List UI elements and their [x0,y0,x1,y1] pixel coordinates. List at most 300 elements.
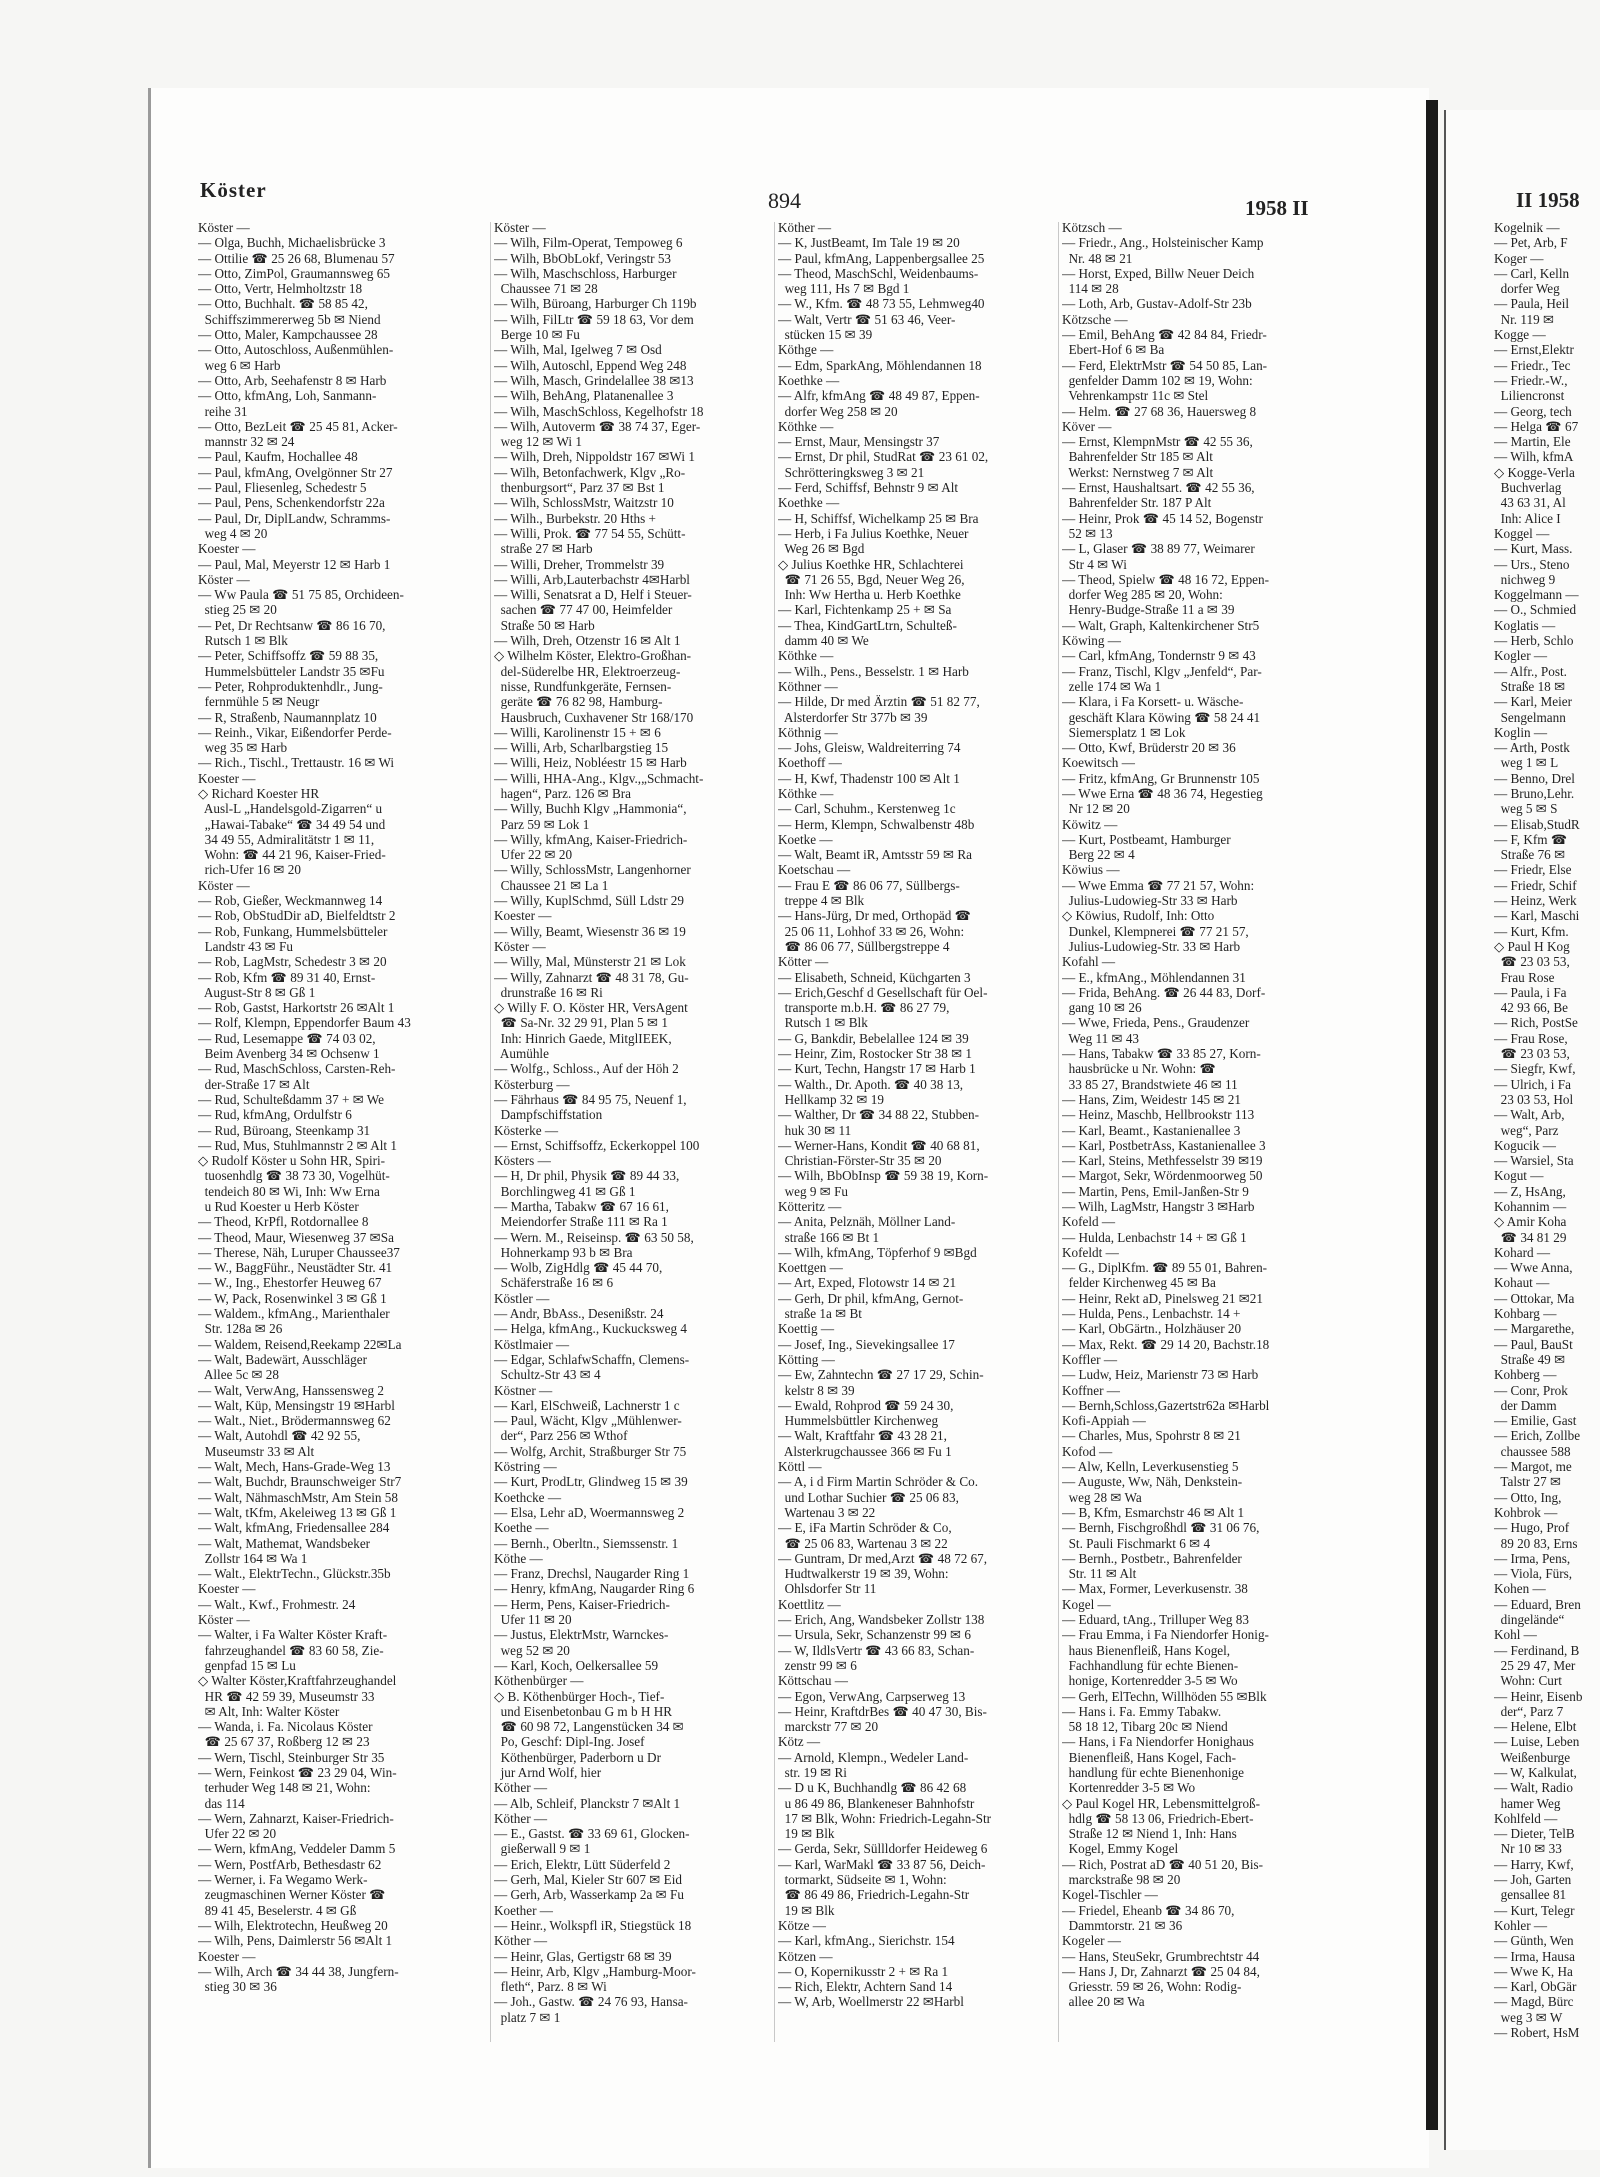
directory-entry-line: — Hans, Zim, Weidestr 145 ✉ 21 [1062,1091,1241,1107]
directory-entry-line: — Wolb, ZigHdlg ☎ 45 44 70, [494,1260,663,1276]
directory-entry-line: — H, Kwf, Thadenstr 100 ✉ Alt 1 [778,770,960,786]
directory-entry-line: — Rud, Lesemappe ☎ 74 03 02, [198,1030,376,1046]
directory-entry-line: — Werner-Hans, Kondit ☎ 40 68 81, [778,1137,980,1153]
directory-entry-line: — Wilh, Autoschl, Eppend Weg 248 [494,357,687,373]
directory-entry-line: — Erich, Ang, Wandsbeker Zollstr 138 [778,1612,985,1628]
directory-entry-line: — Rich, Elektr, Achtern Sand 14 [778,1979,953,1995]
directory-entry-line: — Martha, Tabakw ☎ 67 16 61, [494,1199,669,1214]
directory-entry-line: — Willi, HHA-Ang., Klgv.,„Schmacht- [494,770,704,786]
directory-entry-line: der“, Parz 7 [1494,1703,1564,1719]
directory-entry-line: Kohlfeld — [1494,1810,1558,1826]
directory-entry-line: — Bernh,Schloss,Gazertstr62a ✉Harbl [1062,1397,1270,1413]
directory-entry-line: Kötz — [778,1734,821,1750]
directory-entry-line: — Rud, MaschSchloss, Carsten-Reh- [198,1061,396,1077]
directory-entry-line: — Wilh, SchlossMstr, Waitzstr 10 [494,495,674,511]
directory-entry-line: — Paul, kfmAng, Ovelgönner Str 27 [198,464,393,480]
directory-entry-line: 52 ✉ 13 [1062,525,1113,541]
directory-entry-line: — Karl, WarMakl ☎ 33 87 56, Deich- [778,1856,986,1872]
directory-entry-line: — Friedr, Schif [1494,877,1577,893]
directory-entry-line: terhuder Weg 148 ✉ 21, Wohn: [198,1780,371,1796]
directory-entry-line: — Eduard, Bren [1494,1596,1581,1612]
directory-entry-line: straße 1a ✉ Bt [778,1306,862,1322]
directory-entry-line: ◇ Wilhelm Köster, Elektro-Großhan- [494,648,692,664]
directory-entry-line: — Rob, ObStudDir aD, Bielfeldtstr 2 [198,908,396,924]
directory-entry-line: — W, Pack, Rosenwinkel 3 ✉ Gß 1 [198,1290,387,1306]
directory-entry-line: Weißenburge [1494,1749,1571,1765]
directory-entry-line: — Karl, Meier [1494,694,1572,710]
directory-entry-line: Köther — [778,220,832,235]
directory-entry-line: — Gerh, Dr phil, kfmAng, Gernot- [778,1290,964,1306]
directory-entry-line: Koettlitz — [778,1596,841,1612]
directory-entry-line: — Walt, Beamt iR, Amtsstr 59 ✉ Ra [778,847,972,863]
directory-entry-line: dorfer Weg [1494,281,1560,297]
directory-entry-line: Koggelmann — [1494,587,1579,603]
directory-entry-line: ☎ 34 81 29 [1494,1229,1567,1245]
directory-entry-line: — Hans, SteuSekr, Grumbrechtstr 44 [1062,1948,1260,1964]
directory-entry-line: Köttschau — [778,1673,848,1689]
directory-entry-line: — Rud, kfmAng, Ordulfstr 6 [198,1107,352,1123]
directory-entry-line: — Carl, Kelln [1494,265,1570,281]
directory-entry-line: — Karl, ObGärtn., Holzhäuser 20 [1062,1321,1242,1337]
directory-entry-line: 89 20 83, Erns [1494,1535,1578,1551]
directory-entry-line: — Paul, Wächt, Klgv „Mühlenwer- [494,1413,682,1429]
directory-entry-line: — Friedel, Eheanb ☎ 34 86 70, [1062,1902,1235,1918]
directory-entry-line: — Paul, BauSt [1494,1336,1573,1352]
directory-entry-line: — Walt, Kraftfahr ☎ 43 28 21, [778,1428,947,1444]
directory-entry-line: ☎ 25 06 83, Wartenau 3 ✉ 22 [778,1535,948,1551]
directory-entry-line: — Margot, me [1494,1459,1572,1475]
directory-entry-line: Köther — [494,1780,548,1796]
directory-entry-line: — Helm. ☎ 27 68 36, Hauersweg 8 [1062,403,1257,419]
directory-entry-line: Siemersplatz 1 ✉ Lok [1062,724,1186,740]
directory-entry-line: — Ernst, Dr phil, StudRat ☎ 23 61 02, [778,449,989,465]
directory-entry-line: — Friedr.-W., [1494,372,1568,388]
directory-entry-line: Kofi-Appiah — [1062,1413,1146,1429]
directory-entry-line: — Ulrich, i Fa [1494,1076,1571,1092]
directory-entry-line: — Karl, Steins, Methfesselstr 39 ✉19 [1062,1153,1263,1169]
directory-entry-line: 43 63 31, Al [1494,495,1566,511]
directory-entry-line: Köthke — [778,785,834,801]
directory-entry-line: — Karl, Fichtenkamp 25 + ✉ Sa [778,602,952,618]
directory-entry-line: weg 6 ✉ Harb [198,357,281,373]
directory-entry-line: Alsterdorfer Str 377b ✉ 39 [778,709,928,725]
directory-entry-line: — Magd, Bürc [1494,1994,1574,2010]
directory-entry-line: transporte m.b.H. ☎ 86 27 79, [778,1000,950,1016]
directory-entry-line: dingelände“ [1494,1612,1565,1628]
directory-entry-line: — H, Schiffsf, Wichelkamp 25 ✉ Bra [778,510,979,526]
directory-entry-line: — Wilh, BbObInsp ☎ 59 38 19, Korn- [778,1168,989,1184]
directory-entry-line: zenstr 99 ✉ 6 [778,1657,857,1673]
directory-entry-line: — Herm, Pens, Kaiser-Friedrich- [494,1596,670,1612]
directory-entry-line: — Waldem, Reisend,Reekamp 22✉La [198,1336,402,1352]
directory-entry-line: Straße 12 ✉ Niend 1, Inh: Hans [1062,1826,1237,1842]
directory-entry-line: Kogeler — [1062,1933,1121,1949]
directory-entry-line: Julius-Ludowieg-Str 33 ✉ Harb [1062,893,1238,909]
directory-entry-line: Koethcke — [494,1489,562,1505]
directory-entry-line: — Andr, BbAss., Desenißstr. 24 [494,1306,664,1322]
directory-entry-line: — Paul, Fliesenleg, Schedestr 5 [198,480,367,496]
directory-entry-line: Koffler — [1062,1351,1118,1367]
directory-entry-line: Schrötteringksweg 3 ✉ 21 [778,464,925,480]
directory-entry-line: Koethke — [778,495,840,511]
directory-entry-line: — Edm, SparkAng, Möhlendannen 18 [778,357,982,373]
directory-entry-line: Kösters — [494,1153,551,1169]
directory-entry-line: — K, JustBeamt, Im Tale 19 ✉ 20 [778,235,960,251]
directory-entry-line: Kogler — [1494,648,1548,664]
directory-entry-line: — Max, Rekt. ☎ 29 14 20, Bachstr.18 [1062,1336,1270,1352]
directory-entry-line: — Ernst, KlempnMstr ☎ 42 55 36, [1062,434,1253,450]
directory-entry-line: handlung für echte Bienenhonige [1062,1764,1245,1780]
directory-entry-line: — W, Kalkulat, [1494,1764,1577,1780]
directory-entry-line: Kösterburg — [494,1076,570,1092]
directory-entry-line: — O, Kopernikusstr 2 + ✉ Ra 1 [778,1963,949,1979]
directory-entry-line: — Luise, Leben [1494,1734,1580,1750]
directory-entry-line: Landstr 43 ✉ Fu [198,938,293,954]
directory-entry-line: — Kurt, ProdLtr, Glindweg 15 ✉ 39 [494,1474,688,1490]
directory-entry-line: — Josef, Ing., Sievekingsallee 17 [778,1336,955,1352]
directory-entry-line: — Otto, ZimPol, Graumannsweg 65 [198,265,390,281]
directory-entry-line: — Ottilie ☎ 25 26 68, Blumenau 57 [198,250,395,266]
directory-entry-line: weg“, Parz [1494,1122,1559,1138]
directory-entry-line: — Wwe Erna ☎ 48 36 74, Hegestieg [1062,785,1263,801]
directory-entry-line: — D u K, Buchhandlg ☎ 86 42 68 [778,1780,967,1796]
directory-entry-line: — Arnold, Klempn., Wedeler Land- [778,1749,969,1765]
directory-entry-line: Bahrenfelder Str. 187 P Alt [1062,495,1212,511]
directory-entry-line: Dampfschiffstation [494,1107,603,1123]
directory-entry-line: Kohard — [1494,1244,1551,1260]
directory-entry-line: weg 28 ✉ Wa [1062,1489,1142,1505]
directory-entry-line: Kofahl — [1062,954,1116,970]
directory-entry-line: — Karl, Maschi [1494,908,1580,924]
directory-entry-line: — Frida, BehAng. ☎ 26 44 83, Dorf- [1062,984,1266,1000]
directory-entry-line: Koglin — [1494,724,1548,740]
directory-entry-line: — Otto, Maler, Kampchaussee 28 [198,327,378,343]
directory-entry-line: — Heinr, Arb, Klgv „Hamburg-Moor- [494,1963,696,1979]
directory-entry-line: Kötzsch — [1062,220,1122,235]
directory-entry-line: — Max, Former, Leverkusenstr. 38 [1062,1581,1248,1597]
directory-entry-line: — Henry, kfmAng, Naugarder Ring 6 [494,1581,695,1597]
directory-entry-line: — Harry, Kwf, [1494,1856,1574,1872]
directory-entry-line: weg 5 ✉ S [1494,801,1558,817]
directory-entry-line: — Paul, kfmAng, Lappenbergsallee 25 [778,250,985,266]
directory-entry-line: — Wilh, Büroang, Harburger Ch 119b [494,296,697,312]
directory-entry-line: Nr 10 ✉ 33 [1494,1841,1562,1857]
directory-column-1 [198,220,490,2050]
directory-entry-line: Weg 11 ✉ 43 [1062,1030,1140,1046]
directory-entry-line: Fachhandlung für echte Bienen- [1062,1657,1239,1673]
directory-entry-line: Werkst: Nernstweg 7 ✉ Alt [1062,464,1214,480]
directory-entry-line: — Kurt, Postbeamt, Hamburger [1062,831,1231,847]
directory-entry-line: weg 9 ✉ Fu [778,1183,849,1199]
directory-entry-line: — Hans, i Fa Niendorfer Honighaus [1062,1734,1254,1750]
directory-entry-line: Ufer 11 ✉ 20 [494,1612,572,1628]
directory-entry-line: — Ferd, ElektrMstr ☎ 54 50 85, Lan- [1062,357,1268,373]
directory-entry-line: — Walt, Vertr ☎ 51 63 46, Veer- [778,311,956,327]
directory-entry-line: — E, iFa Martin Schröder & Co, [778,1520,952,1536]
directory-entry-line: — Heinr, Rekt aD, Pinelsweg 21 ✉21 [1062,1290,1263,1306]
directory-entry-line: — Walt, Radio [1494,1780,1573,1796]
directory-entry-line: nichweg 9 [1494,571,1556,587]
directory-entry-line: ◇ Paul H Kog [1494,938,1570,954]
directory-entry-line: — Walt, Mech, Hans-Grade-Weg 13 [198,1459,391,1475]
directory-entry-line: — Wilh, BehAng, Platanenallee 3 [494,388,674,404]
directory-entry-line: ◇ Julius Koethke HR, Schlachterei [778,556,964,572]
directory-entry-line: — Bruno,Lehr. [1494,785,1575,801]
directory-entry-line: Kohbrok — [1494,1504,1558,1520]
directory-entry-line: Kogel, Emmy Kogel [1062,1841,1179,1857]
directory-entry-line: Allee 5c ✉ 28 [198,1367,279,1383]
directory-entry-line: — Robert, HsM [1494,2025,1580,2041]
directory-entry-line: — Ernst, Haushaltsart. ☎ 42 55 36, [1062,480,1255,496]
directory-entry-line: Dunkel, Klempnerei ☎ 77 21 57, [1062,923,1249,939]
directory-entry-line: Köthner — [778,678,838,694]
directory-entry-line: — Rob, Kfm ☎ 89 31 40, Ernst- [198,969,376,985]
directory-entry-line: — Margarethe, [1494,1321,1575,1337]
directory-entry-line: — Wern, Tischl, Steinburger Str 35 [198,1749,385,1765]
directory-entry-line: ◇ B. Köthenbürger Hoch-, Tief- [494,1688,665,1704]
directory-entry-line: ✉ Alt, Inh: Walter Köster [198,1703,340,1719]
directory-entry-line: — Otto, Ing, [1494,1489,1562,1505]
directory-entry-line: — Conr, Prok [1494,1382,1568,1398]
directory-entry-line: sachen ☎ 77 47 00, Heimfelder [494,602,673,618]
directory-entry-line: — Wilh, Betonfachwerk, Klgv „Ro- [494,464,686,480]
directory-entry-line: Koger — [1494,250,1544,266]
directory-entry-line: der“, Parz 256 ✉ Wthof [494,1428,628,1444]
directory-entry-line: straße 27 ✉ Harb [494,541,593,557]
directory-entry-line: Beim Avenberg 34 ✉ Ochsenw 1 [198,1046,380,1062]
directory-entry-line: hausbrücke u Nr. Wohn: ☎ [1062,1061,1216,1077]
directory-entry-line: Koethoff — [778,755,842,771]
directory-entry-line: Köstring — [494,1459,557,1475]
directory-entry-line: Schultz-Str 43 ✉ 4 [494,1367,601,1383]
directory-entry-line: Kogel — [1062,1596,1111,1612]
directory-entry-line: — Rob, Funkang, Hummelsbütteler [198,923,388,939]
directory-entry-line: — Alb, Schleif, Planckstr 7 ✉Alt 1 [494,1795,681,1811]
directory-entry-line: Köther — [494,1933,548,1949]
directory-entry-line: — Walt, Buchdr, Braunschweiger Str7 [198,1474,402,1490]
directory-entry-line: — Paula, i Fa [1494,984,1567,1000]
directory-entry-line: Po, Geschf: Dipl-Ing. Josef [494,1734,645,1750]
directory-entry-line: — Ernst, Schiffsoffz, Eckerkoppel 100 [494,1137,700,1153]
directory-entry-line: — Rud, Schulteßdamm 37 + ✉ We [198,1091,385,1107]
directory-entry-line: 23 03 53, Hol [1494,1091,1574,1107]
directory-entry-line: der Damm [1494,1397,1557,1413]
directory-entry-line: Liliencronst [1494,388,1565,404]
directory-entry-line: Christian-Förster-Str 35 ✉ 20 [778,1153,942,1169]
directory-entry-line: Koggel — [1494,525,1550,541]
directory-entry-line: — Herb, Schlo [1494,633,1574,649]
directory-entry-line: — Elisabeth, Schneid, Küchgarten 3 [778,969,971,985]
directory-entry-line: — Viola, Fürs, [1494,1566,1573,1582]
directory-entry-line: Köster — [198,571,250,587]
directory-entry-line: drunstraße 16 ✉ Ri [494,984,603,1000]
directory-entry-line: — Dieter, TelB [1494,1826,1575,1842]
directory-entry-line: Hausbruch, Cuxhavener Str 168/170 [494,709,694,725]
directory-entry-line: ☎ 86 06 77, Süllbergstreppe 4 [778,938,950,954]
directory-entry-line: — Karl, ObGär [1494,1979,1577,1995]
directory-entry-line: — Theod, Spielw ☎ 48 16 72, Eppen- [1062,571,1270,587]
directory-entry-line: — Fährhaus ☎ 84 95 75, Neuenf 1, [494,1091,687,1107]
directory-entry-line: treppe 4 ✉ Blk [778,893,865,909]
directory-entry-line: Kötting — [778,1351,835,1367]
directory-entry-line: — Karl, Koch, Oelkersallee 59 [494,1657,659,1673]
directory-entry-line: Museumstr 33 ✉ Alt [198,1443,315,1459]
directory-entry-line: — Hans J, Dr, Zahnarzt ☎ 25 04 84, [1062,1963,1260,1979]
directory-entry-line: Kohannim — [1494,1199,1567,1214]
directory-entry-line: — Willi, Arb, Scharlbargstieg 15 [494,740,669,756]
directory-entry-line: Rutsch 1 ✉ Blk [198,633,288,649]
directory-entry-line: das 114 [198,1795,245,1811]
directory-entry-line: ◇ Amir Koha [1494,1214,1567,1230]
directory-entry-line: ◇ Rudolf Köster u Sohn HR, Spiri- [198,1153,386,1169]
directory-entry-line: Kohbarg — [1494,1306,1557,1322]
directory-column-4 [1062,220,1380,2050]
directory-entry-line: — Wilh, Dreh, Otzenstr 16 ✉ Alt 1 [494,633,681,649]
directory-entry-line: Sengelmann [1494,709,1566,725]
directory-entry-line: 25 06 11, Lohhof 33 ✉ 26, Wohn: [778,923,965,939]
directory-entry-line: — Joh, Garten [1494,1872,1572,1888]
directory-entry-line: — H, Dr phil, Physik ☎ 89 44 33, [494,1168,680,1184]
directory-entry-line: — Wern, kfmAng, Veddeler Damm 5 [198,1841,396,1857]
directory-entry-line: — Urs., Steno [1494,556,1570,572]
directory-entry-line: Hudtwalkerstr 19 ✉ 39, Wohn: [778,1566,949,1582]
directory-entry-line: — Rich., Tischl., Trettaustr. 16 ✉ Wi [198,755,395,771]
directory-entry-line: — Carl, kfmAng, Tondernstr 9 ✉ 43 [1062,648,1256,664]
directory-entry-line: Kösterke — [494,1122,559,1138]
directory-entry-line: — Wwe Anna, [1494,1260,1573,1276]
directory-entry-line: — Kurt, Techn, Hangstr 17 ✉ Harb 1 [778,1061,976,1077]
directory-entry-line: — Otto, Arb, Seehafenstr 8 ✉ Harb [198,372,387,388]
directory-entry-line: ☎ 71 26 55, Bgd, Neuer Weg 26, [778,571,965,587]
directory-entry-line: — Theod, KrPfl, Rotdornallee 8 [198,1214,369,1230]
directory-entry-line: — Willy, SchlossMstr, Langenhorner [494,862,691,878]
directory-entry-line: — Wilh, FilLtr ☎ 59 18 63, Vor dem [494,311,694,327]
directory-entry-line: — Alfr., Post. [1494,663,1567,679]
directory-entry-line: ◇ Willy F. O. Köster HR, VersAgent [494,1000,688,1016]
directory-entry-line: St. Pauli Fischmarkt 6 ✉ 4 [1062,1535,1211,1551]
directory-entry-line: — W, Arb, Woellmerstr 22 ✉Harbl [778,1994,964,2010]
directory-entry-line: Talstr 27 ✉ [1494,1474,1562,1490]
directory-entry-line: gensallee 81 [1494,1887,1567,1903]
directory-entry-line: — Therese, Näh, Luruper Chaussee37 [198,1244,400,1260]
directory-entry-line: — Hulda, Lenbachstr 14 + ✉ Gß 1 [1062,1229,1247,1245]
directory-entry-line: Bahrenfelder Str 185 ✉ Alt [1062,449,1213,465]
directory-entry-line: — Emil, BehAng ☎ 42 84 84, Friedr- [1062,327,1267,343]
directory-entry-line: — Walt., Niet., Brödermannsweg 62 [198,1413,391,1429]
directory-entry-line: — Kurt, Telegr [1494,1902,1575,1918]
directory-entry-line: — Wern, Zahnarzt, Kaiser-Friedrich- [198,1810,394,1826]
directory-entry-line: weg 111, Hs 7 ✉ Bgd 1 [778,281,910,297]
directory-entry-line: Nr. 119 ✉ [1494,311,1555,327]
directory-entry-line: — G, Bankdir, Bebelallee 124 ✉ 39 [778,1030,969,1046]
directory-entry-line: str. 19 ✉ Ri [778,1764,847,1780]
directory-entry-line: Kogel-Tischler — [1062,1887,1158,1903]
directory-entry-line: — Pet, Arb, F [1494,235,1568,251]
directory-entry-line: fahrzeughandel ☎ 83 60 58, Zie- [198,1642,384,1658]
directory-entry-line: — Willi, Senatsrat a D, Helf i Steuer- [494,587,692,603]
directory-entry-line: Köwing — [1062,633,1121,649]
directory-entry-line: — Ww Paula ☎ 51 75 85, Orchideen- [198,587,404,603]
directory-entry-line: Str. 11 ✉ Alt [1062,1566,1137,1582]
directory-entry-line: Bienenfleiß, Hans Kogel, Fach- [1062,1749,1236,1765]
directory-entry-line: chaussee 588 [1494,1443,1571,1459]
page-number: 894 [768,188,801,213]
directory-entry-line: 89 41 45, Beselerstr. 4 ✉ Gß [198,1902,357,1918]
directory-entry-line: tuosenhdlg ☎ 38 73 30, Vogelhüt- [198,1168,390,1184]
directory-entry-line: nisse, Rundfunkgeräte, Fernsen- [494,678,672,694]
directory-entry-line: ☎ 25 67 37, Roßberg 12 ✉ 23 [198,1734,370,1750]
directory-entry-line: — Kurt, Mass. [1494,541,1573,557]
directory-entry-line: Kötteritz — [778,1199,842,1214]
directory-entry-line: — Willi, Arb,Lauterbachstr 4✉Harbl [494,571,690,587]
directory-entry-line: — Anita, Pelznäh, Möllner Land- [778,1214,956,1230]
directory-entry-line: — Kurt, Kfm. [1494,923,1569,939]
directory-entry-line: zelle 174 ✉ Wa 1 [1062,678,1162,694]
directory-entry-line: — Erich, Elektr, Lütt Süderfeld 2 [494,1856,671,1872]
directory-entry-line: straße 166 ✉ Bt 1 [778,1229,880,1245]
directory-entry-line: — Karl, kfmAng., Sierichstr. 154 [778,1933,955,1949]
directory-entry-line: — Hugo, Prof [1494,1520,1570,1536]
directory-entry-line: — Hans-Jürg, Dr med, Orthopäd ☎ [778,908,972,924]
directory-entry-line: — Otto, Vertr, Helmholtzstr 18 [198,281,363,297]
directory-entry-line: — Rud, Büroang, Steenkamp 31 [198,1122,371,1138]
directory-entry-line: Meiendorfer Straße 111 ✉ Ra 1 [494,1214,668,1230]
directory-entry-line: 58 18 12, Tibarg 20c ✉ Niend [1062,1719,1228,1735]
directory-entry-line: rich-Ufer 16 ✉ 20 [198,862,301,878]
directory-entry-line: marckstr 77 ✉ 20 [778,1719,879,1735]
directory-entry-line: — Rolf, Klempn, Eppendorfer Baum 43 [198,1015,411,1031]
directory-entry-line: — Frau Emma, i Fa Niendorfer Honig- [1062,1627,1269,1643]
directory-entry-line: — Herb, i Fa Julius Koethke, Neuer [778,525,969,541]
directory-entry-line: — Hilde, Dr med Ärztin ☎ 51 82 77, [778,694,980,710]
directory-entry-line: geräte ☎ 76 82 98, Hamburg- [494,694,663,710]
directory-entry-line: Köstner — [494,1382,553,1398]
directory-entry-line: — Wilh, Elektrotechn, Heußweg 20 [198,1917,388,1933]
directory-entry-line: — Wilh, Maschschloss, Harburger [494,265,677,281]
directory-entry-line: weg 35 ✉ Harb [198,740,288,756]
directory-entry-line: — Franz, Tischl, Klgv „Jenfeld“, Par- [1062,663,1262,679]
directory-entry-line: — Joh., Gastw. ☎ 24 76 93, Hansa- [494,1994,688,2010]
directory-entry-line: „Hawai-Tabake“ ☎ 34 49 54 und [198,816,386,832]
directory-entry-line: felder Kirchenweg 45 ✉ Ba [1062,1275,1216,1291]
directory-entry-line: Köver — [1062,418,1112,434]
directory-entry-line: Kortenredder 3-5 ✉ Wo [1062,1780,1196,1796]
directory-entry-line: — Willy, kfmAng, Kaiser-Friedrich- [494,831,688,847]
directory-entry-line: — Willi, Karolinenstr 15 + ✉ 6 [494,724,661,740]
directory-entry-line: platz 7 ✉ 1 [494,2009,561,2025]
directory-entry-line: dorfer Weg 258 ✉ 20 [778,403,898,419]
directory-entry-line: 25 29 47, Mer [1494,1657,1576,1673]
directory-entry-line: Str. 128a ✉ 26 [198,1321,283,1337]
directory-entry-line: — Paul, Pens, Schenkendorfstr 22a [198,495,385,511]
directory-entry-line: — Auguste, Ww, Näh, Denkstein- [1062,1474,1243,1490]
directory-entry-line: Koetschau — [778,862,851,878]
directory-entry-line: Ufer 22 ✉ 20 [494,847,573,863]
directory-entry-line: honige, Kortenredder 3-5 ✉ Wo [1062,1673,1238,1689]
directory-entry-line: — Carl, Schuhm., Kerstenweg 1c [778,801,956,817]
directory-entry-line: damm 40 ✉ We [778,633,869,649]
directory-entry-line: u Rud Koester u Herb Köster [198,1199,359,1214]
directory-entry-line: — Paul, Kaufm, Hochallee 48 [198,449,358,465]
directory-entry-line: — Willy, KuplSchmd, Süll Ldstr 29 [494,893,684,909]
directory-entry-line: Buchverlag [1494,480,1562,496]
directory-entry-line: Schiffszimmererweg 5b ✉ Niend [198,311,381,327]
directory-entry-line: Kogut — [1494,1168,1544,1184]
directory-entry-line: — Walter, i Fa Walter Köster Kraft- [198,1627,388,1643]
adjacent-page-column [1494,220,1600,2050]
directory-entry-line: tendeich 80 ✉ Wi, Inh: Ww Erna [198,1183,380,1199]
directory-entry-line: Hummelsbütteler Landstr 35 ✉Fu [198,663,385,679]
